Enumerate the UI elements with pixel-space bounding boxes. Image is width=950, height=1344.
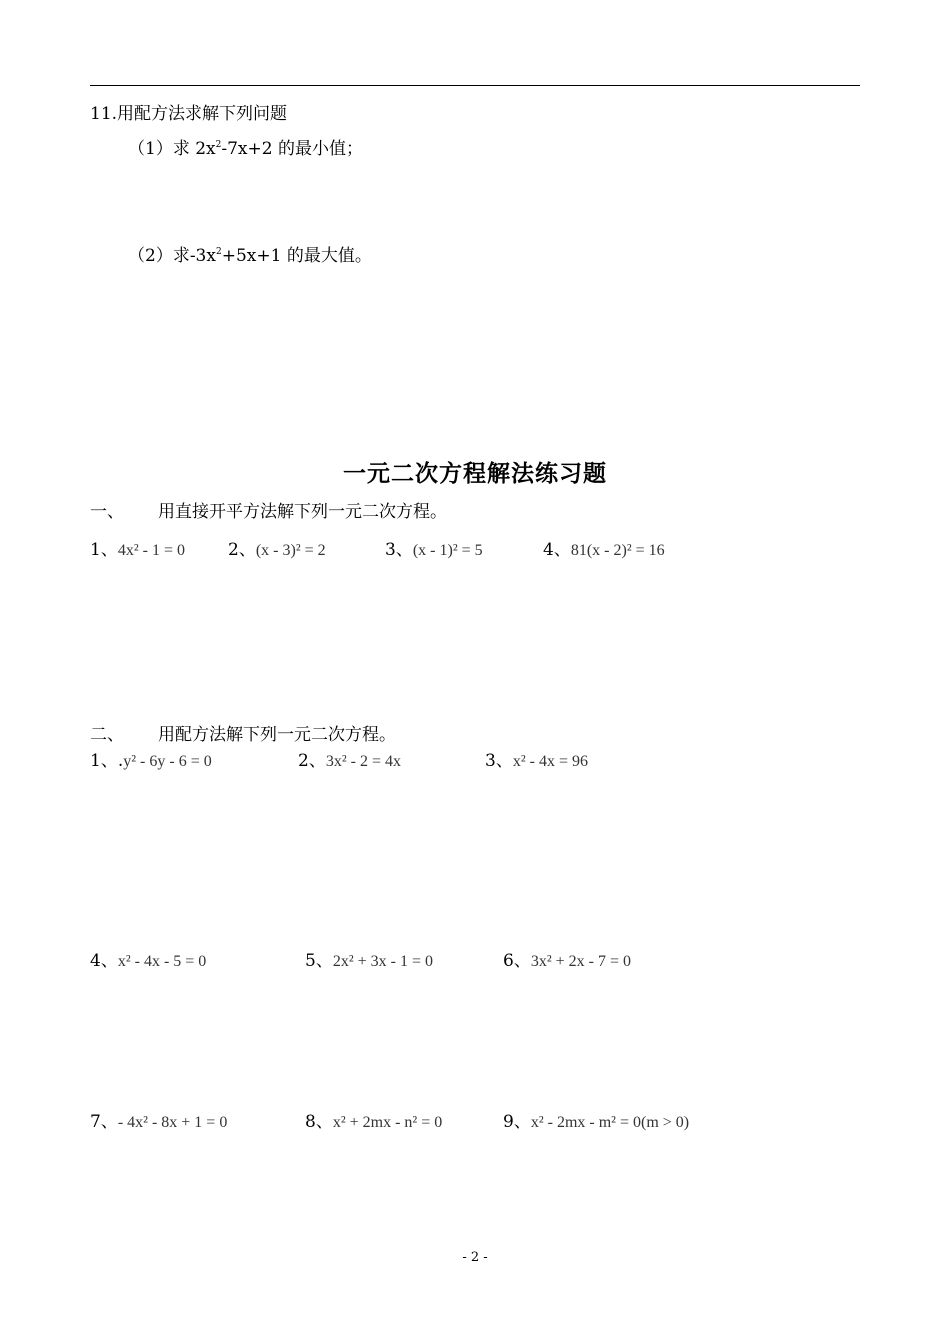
item-label: 9、 (503, 1112, 531, 1132)
item-label: 7、 (90, 1112, 118, 1132)
section-2-item-2 (298, 746, 401, 771)
equation: 3x² - 2 = 4x (325, 753, 401, 770)
section-2-item-9 (503, 1107, 689, 1132)
equation: 4x² - 1 = 0 (117, 542, 185, 559)
section-2-item-5 (305, 946, 433, 971)
section-2-heading: 用配方法解下列一元二次方程。 (158, 725, 396, 745)
equation: x² - 4x = 96 (512, 753, 588, 770)
section-1-heading: 用直接开平方法解下列一元二次方程。 (158, 502, 447, 522)
equation: (x - 1)² = 5 (412, 542, 483, 559)
question-11-part-1 (128, 134, 363, 159)
section-1-number: 一、 (90, 502, 124, 522)
part-2-sup: 2 (215, 247, 222, 257)
item-label: 3、 (485, 751, 513, 771)
equation: x² + 2mx - n² = 0 (332, 1114, 443, 1131)
section-2-item-6 (503, 946, 631, 971)
equation: 3x² + 2x - 7 = 0 (530, 953, 631, 970)
section-1-item-1 (90, 535, 185, 560)
equation: y² - 6y - 6 = 0 (123, 753, 212, 770)
header-rule (90, 85, 860, 86)
item-label: 4、 (90, 951, 118, 971)
question-11-part-2 (128, 241, 372, 266)
item-label: 8、 (305, 1112, 333, 1132)
question-11-title: 11.用配方法求解下列问题 (90, 104, 288, 124)
item-label: 1、. (90, 751, 124, 771)
section-2-item-4 (90, 946, 206, 971)
equation: 2x² + 3x - 1 = 0 (332, 953, 433, 970)
page-number: - 2 - (462, 1250, 488, 1265)
section-2-item-7 (90, 1107, 227, 1132)
item-label: 5、 (305, 951, 333, 971)
equation: (x - 3)² = 2 (255, 542, 326, 559)
section-2-item-3 (485, 746, 588, 771)
section-2-item-8 (305, 1107, 442, 1132)
equation: 81(x - 2)² = 16 (570, 542, 665, 559)
section-1-item-3 (385, 535, 483, 560)
section-1-item-4 (543, 535, 665, 560)
part-2-post: +5x+1 的最大值。 (221, 246, 372, 266)
item-label: 2、 (298, 751, 326, 771)
item-label: 6、 (503, 951, 531, 971)
part-2-pre: （2）求-3x (128, 246, 216, 266)
section-1-item-2 (228, 535, 326, 560)
section-2-item-1 (90, 746, 212, 771)
part-1-pre: （1）求 2x (128, 139, 216, 159)
item-label: 1、 (90, 540, 118, 560)
main-title: 一元二次方程解法练习题 (343, 461, 607, 487)
equation: - 4x² - 8x + 1 = 0 (117, 1114, 228, 1131)
equation: x² - 4x - 5 = 0 (117, 953, 207, 970)
equation: x² - 2mx - m² = 0(m > 0) (530, 1114, 690, 1131)
item-label: 4、 (543, 540, 571, 560)
part-1-post: -7x+2 的最小值； (221, 139, 363, 159)
part-1-sup: 2 (215, 140, 222, 150)
item-label: 2、 (228, 540, 256, 560)
section-2-number: 二、 (90, 725, 124, 745)
item-label: 3、 (385, 540, 413, 560)
